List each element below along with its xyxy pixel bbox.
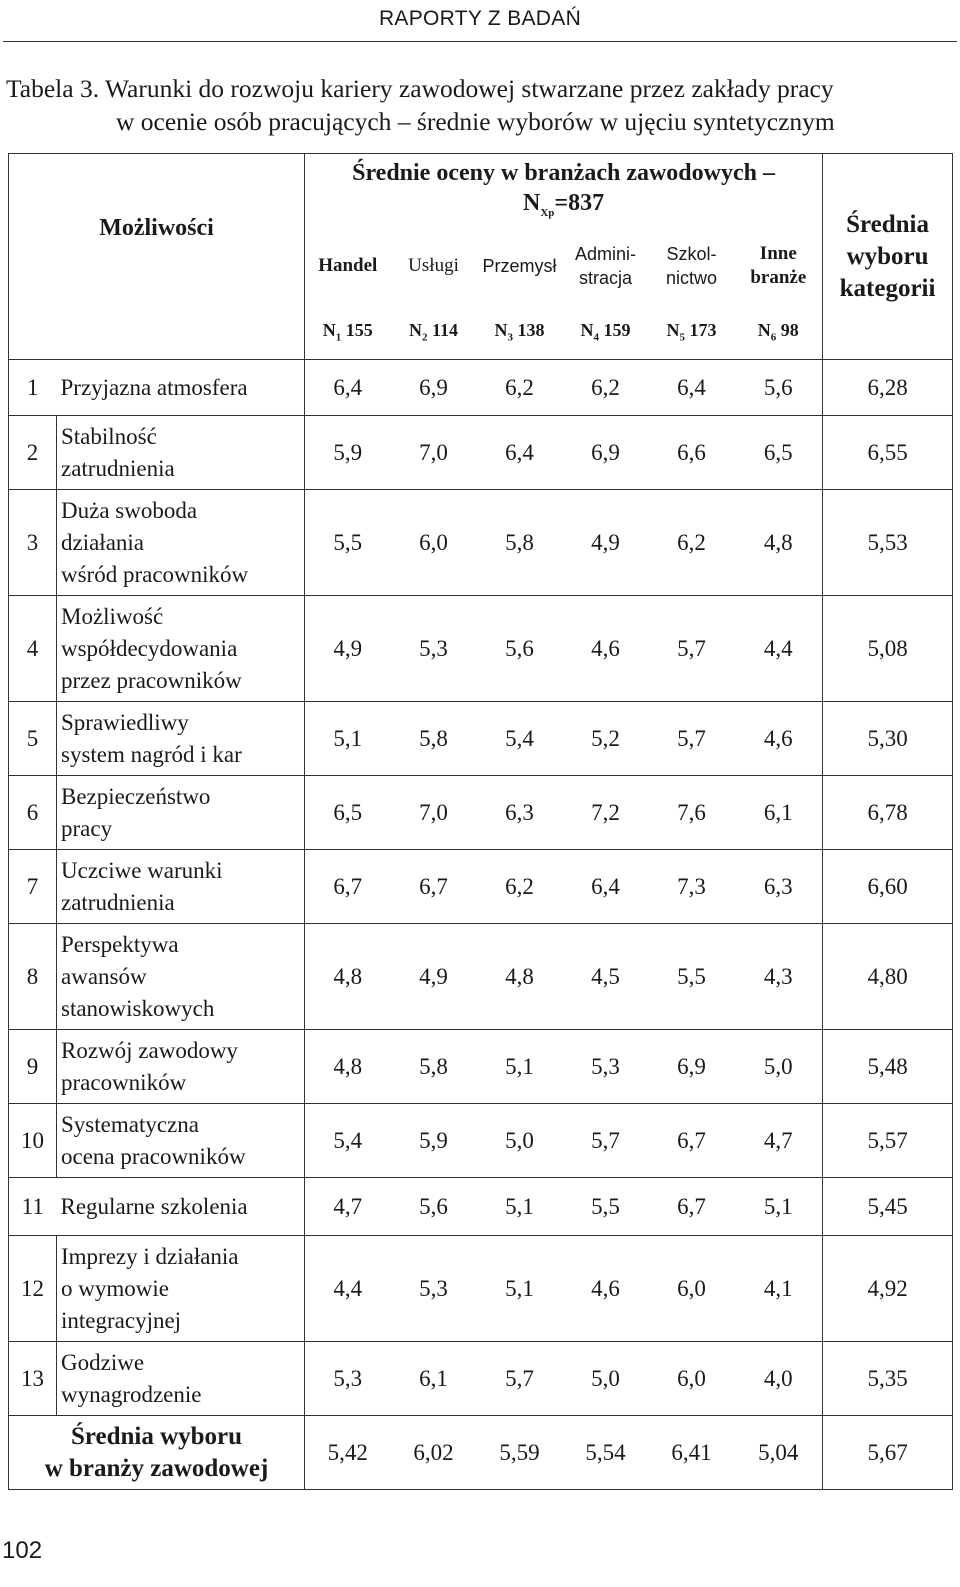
value-cell: 7,3: [677, 873, 706, 899]
value-cell: 5,2: [591, 725, 620, 751]
header-row-counts: [9, 304, 953, 360]
row-label: [57, 596, 305, 702]
header-col-handel: [305, 228, 391, 304]
row-label-line: ocena pracowników: [61, 1143, 246, 1169]
value-cell: 4,7: [305, 1178, 391, 1236]
value-cell: 5,0: [591, 1365, 620, 1391]
col-5-line2: branże: [750, 266, 807, 288]
table-row: [9, 850, 953, 924]
value-cell: 4,8: [333, 1053, 363, 1079]
value-cell: 6,7: [419, 873, 448, 899]
value-cell: 6,2: [563, 360, 649, 416]
row-label: [57, 1178, 305, 1236]
count-n: N: [666, 319, 680, 340]
row-label-line: Systematyczna: [61, 1111, 199, 1137]
row-label: [57, 1342, 305, 1416]
value-cell: 4,1: [735, 1236, 823, 1342]
row-label-line: integracyjnej: [61, 1307, 182, 1333]
count-cell: [391, 304, 477, 360]
row-label-line: działania: [61, 529, 145, 555]
col-0-line1: Handel: [318, 254, 378, 276]
row-number: 7: [9, 850, 57, 924]
count-sub: 1: [335, 331, 342, 344]
caption-line-2: w ocenie osób pracujących – średnie wyborów w ujęciu syntetycznym: [116, 107, 835, 136]
row-number: 6: [9, 776, 57, 850]
value-cell: 6,4: [649, 360, 735, 416]
row-number: 2: [9, 416, 57, 490]
value-cell: 6,3: [505, 799, 534, 825]
total-average-cell: 5,67: [823, 1416, 953, 1490]
value-cell: 6,4: [591, 873, 620, 899]
value-cell: 7,6: [677, 799, 706, 825]
value-cell: 6,4: [305, 360, 391, 416]
row-label-line: system nagród i kar: [61, 741, 242, 767]
table-row: [9, 1178, 953, 1236]
header-group-value: =837: [554, 190, 605, 216]
row-number: 8: [9, 924, 57, 1030]
col-2-line1: Przemysł: [482, 255, 557, 276]
value-cell: 5,0: [505, 1127, 534, 1153]
count-sub: 3: [507, 331, 514, 344]
value-cell: 4,9: [591, 529, 620, 555]
value-cell: 6,2: [505, 873, 534, 899]
value-cell: 5,5: [563, 1178, 649, 1236]
value-cell: 4,6: [591, 1275, 620, 1301]
row-label: [57, 924, 305, 1030]
total-value-cell: 5,59: [477, 1416, 563, 1490]
count-value: 98: [776, 319, 799, 340]
value-cell: 6,0: [419, 529, 448, 555]
header-average: [823, 154, 953, 360]
value-cell: 4,8: [333, 963, 363, 989]
value-cell: 6,6: [677, 439, 706, 465]
value-cell: 5,9: [419, 1127, 448, 1153]
col-3-line2: stracja: [579, 267, 633, 288]
value-cell: 6,0: [677, 1365, 706, 1391]
value-cell: 5,3: [591, 1053, 620, 1079]
count-n: N: [322, 319, 336, 340]
value-cell: 4,5: [591, 963, 620, 989]
col-4-line2: nictwo: [666, 267, 718, 288]
header-group-title-line1: Średnie oceny w branżach zawodowych –: [352, 160, 775, 186]
col-4-line1: Szkol-: [666, 243, 717, 264]
table-row: [9, 416, 953, 490]
value-cell: 5,6: [391, 1178, 477, 1236]
table-caption: [6, 72, 956, 138]
total-value-cell: 6,41: [649, 1416, 735, 1490]
value-cell: 5,1: [477, 1178, 563, 1236]
table-row: [9, 1030, 953, 1104]
total-label-line: w branży zawodowej: [44, 1454, 269, 1482]
value-cell: 5,3: [333, 1365, 363, 1391]
count-value: 155: [341, 319, 373, 340]
table-row: [9, 360, 953, 416]
row-label-line: Rozwój zawodowy: [61, 1037, 238, 1063]
value-cell: 6,9: [591, 439, 620, 465]
header-col-przemysl: [477, 228, 563, 304]
count-cell: [649, 304, 735, 360]
table-row: [9, 1104, 953, 1178]
row-average-cell: 4,92: [823, 1236, 953, 1342]
value-cell: 6,7: [333, 873, 363, 899]
row-average-cell: 5,08: [823, 596, 953, 702]
row-label-line: Przyjazna atmosfera: [60, 374, 248, 400]
value-cell: 4,7: [735, 1104, 823, 1178]
value-cell: 5,5: [677, 963, 706, 989]
table-row: [9, 596, 953, 702]
row-number: 13: [9, 1342, 57, 1416]
header-average-line2: wyboru: [846, 242, 929, 270]
count-cell: [563, 304, 649, 360]
count-sub: 6: [770, 331, 777, 344]
value-cell: 4,4: [735, 596, 823, 702]
header-col-uslugi: [391, 228, 477, 304]
row-number: 3: [9, 490, 57, 596]
row-label-line: pracy: [61, 815, 113, 841]
value-cell: 6,5: [735, 416, 823, 490]
value-cell: 4,4: [333, 1275, 363, 1301]
count-cell: [477, 304, 563, 360]
header-col-administracja: [563, 228, 649, 304]
total-label-line: Średnia wyboru: [70, 1422, 243, 1450]
value-cell: 6,7: [649, 1178, 735, 1236]
value-cell: 4,9: [419, 963, 448, 989]
row-label: [57, 776, 305, 850]
row-number: 4: [9, 596, 57, 702]
row-label: [57, 1030, 305, 1104]
header-group-title: [305, 154, 823, 228]
count-value: 159: [599, 319, 631, 340]
row-label-line: Możliwość: [61, 603, 164, 629]
row-average-cell: 6,55: [823, 416, 953, 490]
value-cell: 5,7: [677, 725, 706, 751]
page-number: 102: [2, 1537, 43, 1564]
value-cell: 6,3: [735, 850, 823, 924]
col-3-line1: Admini-: [575, 243, 637, 264]
count-n: N: [580, 319, 594, 340]
value-cell: 7,2: [591, 799, 620, 825]
value-cell: 4,3: [735, 924, 823, 1030]
row-average-cell: 5,45: [823, 1178, 953, 1236]
value-cell: 6,2: [677, 529, 706, 555]
row-label-line: przez pracowników: [61, 667, 242, 693]
row-average-cell: 5,35: [823, 1342, 953, 1416]
value-cell: 6,9: [677, 1053, 706, 1079]
col-5-line1: Inne: [759, 242, 797, 264]
row-label: [57, 702, 305, 776]
row-label-line: Uczciwe warunki: [61, 857, 223, 883]
count-value: 173: [685, 319, 717, 340]
header-group-n: N: [522, 190, 541, 216]
header-col-szkolnictwo: [649, 228, 735, 304]
header-rule: [3, 41, 957, 42]
count-cell: [735, 304, 823, 360]
row-average-cell: 5,53: [823, 490, 953, 596]
count-sub: 4: [593, 331, 600, 344]
row-label-line: pracowników: [61, 1069, 187, 1095]
row-label: [57, 490, 305, 596]
row-label: [57, 1104, 305, 1178]
row-label-line: stanowiskowych: [61, 995, 215, 1021]
total-value-cell: 5,04: [735, 1416, 823, 1490]
total-value-cell: 5,54: [563, 1416, 649, 1490]
row-label: [57, 360, 305, 416]
row-label-line: Imprezy i działania: [61, 1243, 239, 1269]
row-label-line: o wymowie: [61, 1275, 169, 1301]
row-average-cell: 6,60: [823, 850, 953, 924]
row-average-cell: 6,28: [823, 360, 953, 416]
row-average-cell: 5,48: [823, 1030, 953, 1104]
count-sub: 2: [422, 331, 428, 344]
value-cell: 6,9: [391, 360, 477, 416]
results-table: [8, 153, 953, 1490]
total-value-cell: 6,02: [391, 1416, 477, 1490]
value-cell: 5,8: [419, 1053, 448, 1079]
value-cell: 7,0: [419, 799, 448, 825]
value-cell: 5,1: [735, 1178, 823, 1236]
table-row: [9, 776, 953, 850]
row-number: 10: [9, 1104, 57, 1178]
value-cell: 4,0: [735, 1342, 823, 1416]
row-label-line: Godziwe: [61, 1349, 145, 1375]
row-number: 5: [9, 702, 57, 776]
row-number: 1: [9, 360, 57, 416]
row-average-cell: 5,57: [823, 1104, 953, 1178]
header-col-inne: [735, 228, 823, 304]
value-cell: 4,8: [735, 490, 823, 596]
header-average-line1: Średnia: [846, 210, 930, 238]
value-cell: 4,9: [333, 635, 363, 661]
row-number: 12: [9, 1236, 57, 1342]
value-cell: 6,4: [505, 439, 534, 465]
row-label-line: zatrudnienia: [61, 455, 175, 481]
row-label-line: Sprawiedliwy: [61, 709, 189, 735]
row-number: 11: [9, 1178, 57, 1236]
col-1-line1: Usługi: [408, 254, 459, 276]
value-cell: 5,4: [505, 725, 534, 751]
value-cell: 5,5: [333, 529, 363, 555]
row-label-line: współdecydowania: [61, 635, 238, 661]
row-average-cell: 5,30: [823, 702, 953, 776]
value-cell: 5,6: [735, 360, 823, 416]
table-row: [9, 1342, 953, 1416]
header-group-title-line2: [305, 188, 822, 228]
header-row-top: [9, 154, 953, 228]
value-cell: 5,8: [505, 529, 534, 555]
header-possibilities: Możliwości: [9, 154, 305, 304]
count-sub: 5: [679, 331, 686, 344]
value-cell: 7,0: [419, 439, 448, 465]
row-number: 9: [9, 1030, 57, 1104]
table-row: [9, 1236, 953, 1342]
row-label-line: wynagrodzenie: [61, 1381, 202, 1407]
row-average-cell: 6,78: [823, 776, 953, 850]
row-label-line: Duża swoboda: [61, 497, 198, 523]
row-label-line: awansów: [61, 963, 147, 989]
table-row: [9, 490, 953, 596]
row-label: [57, 1236, 305, 1342]
row-label-line: wśród pracowników: [61, 561, 249, 587]
row-average-cell: 4,80: [823, 924, 953, 1030]
row-label-line: Perspektywa: [61, 931, 179, 957]
header-group-sub: Xp: [540, 206, 555, 219]
count-value: 138: [513, 319, 545, 340]
count-n: N: [494, 319, 508, 340]
total-row: [9, 1416, 953, 1490]
count-cell: [305, 304, 391, 360]
value-cell: 5,7: [505, 1365, 534, 1391]
value-cell: 6,1: [419, 1365, 448, 1391]
value-cell: 4,6: [735, 702, 823, 776]
value-cell: 5,7: [677, 635, 706, 661]
value-cell: 5,1: [505, 1053, 534, 1079]
value-cell: 5,6: [505, 635, 534, 661]
value-cell: 6,5: [333, 799, 363, 825]
value-cell: 5,0: [735, 1030, 823, 1104]
total-label: [9, 1416, 305, 1490]
running-head: RAPORTY Z BADAŃ: [378, 7, 582, 30]
row-label-line: Stabilność: [61, 423, 157, 449]
value-cell: 6,7: [677, 1127, 706, 1153]
row-label: [57, 416, 305, 490]
total-value-cell: 5,42: [305, 1416, 391, 1490]
value-cell: 5,1: [333, 725, 363, 751]
value-cell: 4,8: [505, 963, 534, 989]
header-average-line3: kategorii: [839, 274, 936, 302]
table-row: [9, 924, 953, 1030]
value-cell: 5,4: [333, 1127, 363, 1153]
value-cell: 5,9: [333, 439, 363, 465]
value-cell: 5,7: [591, 1127, 620, 1153]
value-cell: 4,6: [591, 635, 620, 661]
header-counts-spacer: [9, 304, 305, 360]
value-cell: 5,3: [419, 635, 448, 661]
row-label-line: Bezpieczeństwo: [61, 783, 211, 809]
row-label-line: zatrudnienia: [61, 889, 175, 915]
table-row: [9, 702, 953, 776]
value-cell: 5,3: [419, 1275, 448, 1301]
count-n: N: [757, 319, 771, 340]
count-value: 114: [427, 319, 459, 340]
value-cell: 6,2: [477, 360, 563, 416]
value-cell: 6,0: [677, 1275, 706, 1301]
value-cell: 5,1: [505, 1275, 534, 1301]
value-cell: 5,8: [419, 725, 448, 751]
count-n: N: [409, 319, 422, 340]
caption-line-1: Tabela 3. Warunki do rozwoju kariery zawodowej stwarzane przez zakłady pracy: [6, 74, 834, 103]
value-cell: 6,1: [735, 776, 823, 850]
row-label-line: Regularne szkolenia: [60, 1193, 248, 1219]
row-label: [57, 850, 305, 924]
